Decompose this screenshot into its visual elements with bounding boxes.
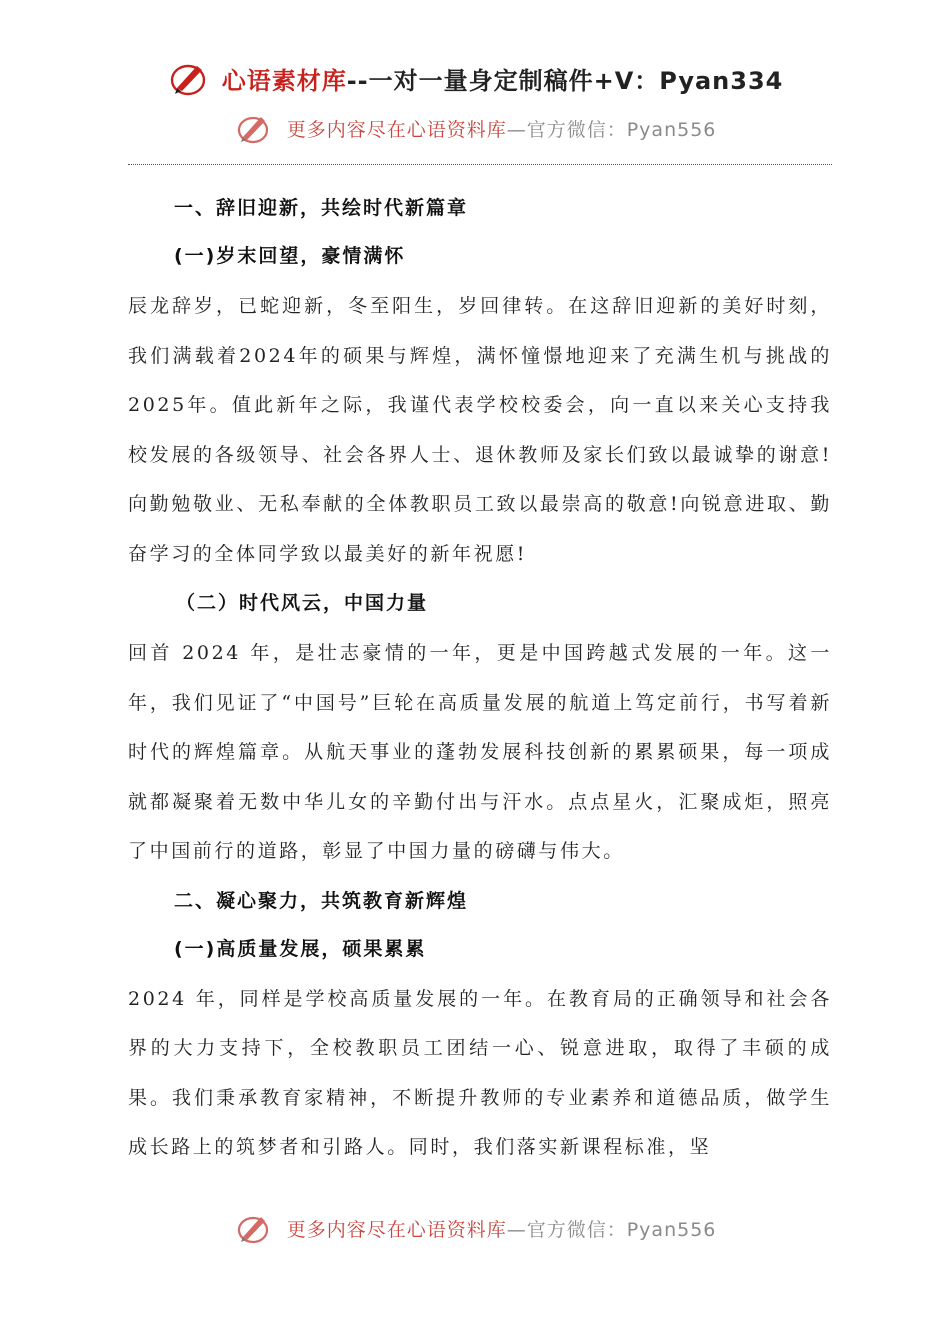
header-banner — [0, 58, 950, 104]
header-brand-name: 心语素材库 — [221, 66, 347, 95]
subsection-heading: （二）时代风云，中国力量 — [176, 592, 429, 614]
document-body — [128, 186, 832, 1175]
header-divider — [128, 164, 832, 165]
watermark-bottom — [0, 1210, 950, 1250]
paragraph: 2024 年，同样是学校高质量发展的一年。在教育局的正确领导和社会各界的大力支持下，全校教职员工团结一心、锐意进取，取得了丰硕的成果。我们秉承教育家精神，不断提升教师的专业素养和道德品质，做学生成长路上的筑梦者和引路人。同时，我们落实新课程标准，坚 — [128, 987, 832, 1158]
pen-logo-icon — [234, 110, 276, 146]
header-brand — [222, 61, 784, 96]
section-heading: 二、凝心聚力，共筑教育新辉煌 — [174, 889, 469, 912]
watermark-text: 更多内容尽在心语资料库—官方微信：Pyan556 — [286, 1218, 717, 1241]
header-brand-tagline: --一对一量身定制稿件+V：Pyan334 — [346, 66, 784, 95]
paragraph: 回首 2024 年，是壮志豪情的一年，更是中国跨越式发展的一年。这一年，我们见证了“中国号”巨轮在高质量发展的航道上笃定前行，书写着新时代的辉煌篇章。从航天事业的蓬勃发展科技创新的累累硕果，每一项成就都凝聚着无数中华儿女的辛勤付出与汗水。点点星火，汇聚成炬，照亮了中国前行的道路，彰显了中国力量的磅礴与伟大。 — [128, 642, 832, 862]
pen-logo-icon — [167, 58, 213, 98]
pen-logo-icon — [234, 1210, 276, 1246]
watermark-text: 更多内容尽在心语资料库—官方微信：Pyan556 — [286, 118, 717, 141]
subsection-heading: (一)高质量发展，硕果累累 — [174, 937, 427, 960]
section-heading: 一、辞旧迎新，共绘时代新篇章 — [174, 197, 469, 219]
subsection-heading: (一)岁末回望，豪情满怀 — [174, 245, 406, 267]
paragraph: 辰龙辞岁，已蛇迎新，冬至阳生，岁回律转。在这辞旧迎新的美好时刻，我们满载着2024年的硕果与辉煌，满怀憧憬地迎来了充满生机与挑战的2025年。值此新年之际，我谨代表学校校委会，向一直以来关心支持我校发展的各级领导、社会各界人士、退休教师及家长们致以最诚挚的谢意!向勤勉敬业、无私奉献的全体教职员工致以最崇高的敬意!向锐意进取、勤奋学习的全体同学致以最美好的新年祝愿! — [128, 295, 832, 565]
watermark-top — [0, 110, 950, 150]
